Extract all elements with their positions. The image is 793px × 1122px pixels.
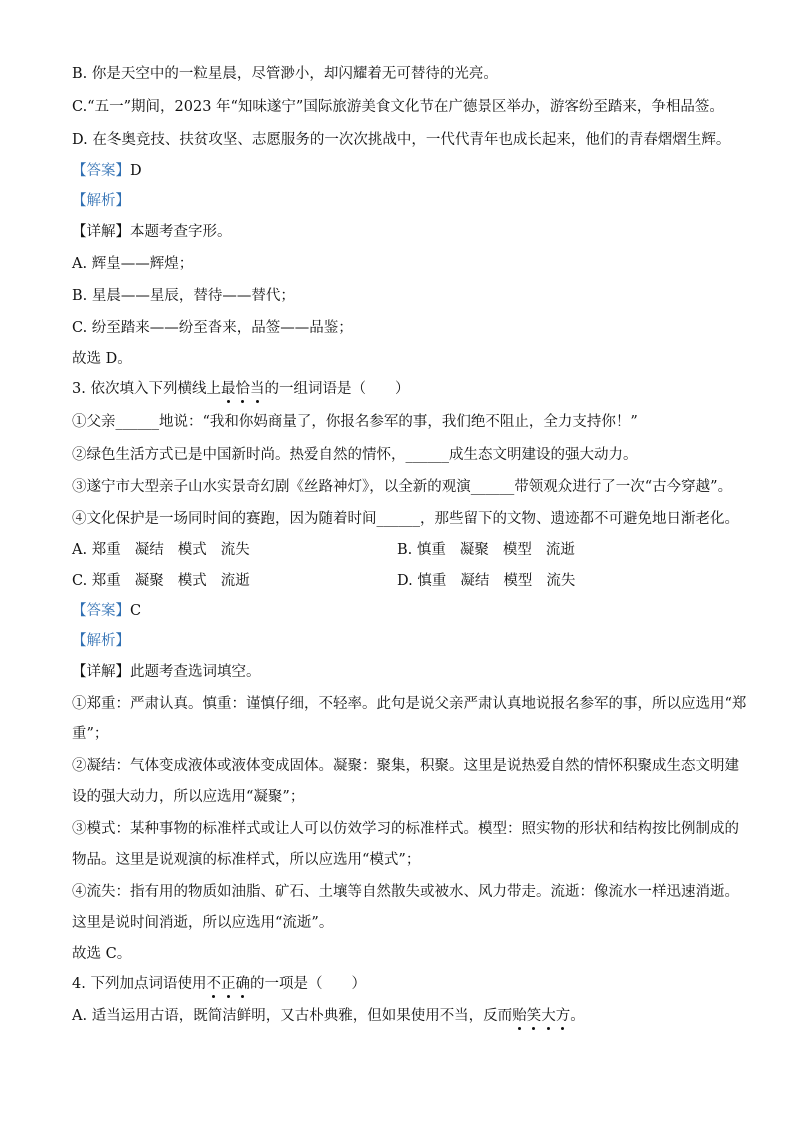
emphasis-dot-char: 恰 bbox=[235, 381, 250, 397]
q3-sentence-3: ③遂宁市大型亲子山水实景奇幻剧《丝路神灯》，以全新的观演______带领观众进行了一次“古今穿越”。 bbox=[72, 479, 733, 495]
q3-sentence-1: ①父亲______地说：“我和你妈商量了，你报名参军的事，我们绝不阻止，全力支持你！” bbox=[72, 414, 638, 430]
q4-option-a-dotted bbox=[512, 1008, 570, 1024]
emphasis-dot-char: 贻 bbox=[512, 1008, 527, 1024]
q2-answer bbox=[72, 161, 142, 181]
option-word: 流逝 bbox=[545, 542, 575, 558]
option-label: D. bbox=[397, 573, 413, 589]
option-word: 慎重 bbox=[416, 542, 446, 558]
q2-analysis-tag: 【解析】 bbox=[72, 193, 130, 209]
option-word: 模式 bbox=[177, 542, 207, 558]
option-word: 凝结 bbox=[134, 542, 164, 558]
option-word: 流失 bbox=[220, 542, 250, 558]
option-word: 郑重 bbox=[91, 542, 121, 558]
emphasis-dot-char: 笑 bbox=[526, 1008, 542, 1024]
q2-item-b: B. 星晨——星辰，替待——替代； bbox=[72, 288, 295, 304]
option-word: 慎重 bbox=[417, 573, 447, 589]
q3-sentence-2: ②绿色生活方式已是中国新时尚。热爱自然的情怀，______成生态文明建设的强大动力。 bbox=[72, 447, 638, 463]
q2-conclusion: 故选 D。 bbox=[72, 351, 132, 367]
answer-tag: 【答案】 bbox=[72, 163, 130, 179]
q4-stem-prefix: 4. 下列加点词语使用 bbox=[72, 976, 207, 992]
emphasis-dot-char: 确 bbox=[235, 976, 250, 992]
q3-explain-2: ②凝结：气体变成液体或液体变成固体。凝聚：聚集，积聚。这里是说热爱自然的情怀积聚成生态文明建 bbox=[72, 758, 739, 774]
q3-analysis-tag: 【解析】 bbox=[72, 633, 130, 649]
q3-explain-4: ④流失：指有用的物质如油脂、矿石、土壤等自然散失或被水、风力带走。流逝：像流水一样迅速消逝。 bbox=[72, 884, 739, 900]
option-label: C. bbox=[72, 573, 88, 589]
q4-stem-suffix: 的一项是（ ） bbox=[249, 976, 366, 992]
q3-option-c bbox=[72, 571, 250, 591]
q2-option-d: D. 在冬奥竞技、扶贫攻坚、志愿服务的一次次挑战中，一代代青年也成长起来，他们的青春熠熠生辉。 bbox=[72, 132, 731, 148]
option-word: 凝结 bbox=[460, 573, 490, 589]
q3-stem-suffix: 的一组词语是（ ） bbox=[264, 381, 410, 397]
answer-value: C bbox=[130, 603, 142, 619]
option-word: 流失 bbox=[546, 573, 576, 589]
q3-explain-3b: 物品。这里是说观演的标准样式，所以应选用“模式”； bbox=[72, 852, 421, 868]
q3-conclusion: 故选 C。 bbox=[72, 946, 132, 962]
option-word: 模式 bbox=[177, 573, 207, 589]
q2-option-c: C.“五一”期间，2023 年“知味遂宁”国际旅游美食文化节在广德景区举办，游客纷至踏来，争相品签。 bbox=[72, 99, 724, 115]
q3-explain-1: ①郑重：严肃认真。慎重：谨慎仔细，不轻率。此句是说父亲严肃认真地说报名参军的事，所以应选用“郑 bbox=[72, 696, 747, 712]
q3-option-d bbox=[397, 571, 575, 591]
option-word: 模型 bbox=[502, 542, 532, 558]
q3-explain-2b: 设的强大动力，所以应选用“凝聚”； bbox=[72, 789, 305, 805]
option-word: 凝聚 bbox=[134, 573, 164, 589]
q4-option-a-prefix: A. 适当运用古语，既简洁鲜明，又古朴典雅，但如果使用不当，反而 bbox=[72, 1008, 513, 1024]
q4-stem-dotted bbox=[206, 976, 250, 992]
q3-stem bbox=[72, 379, 409, 399]
emphasis-dot-char: 当 bbox=[249, 381, 265, 397]
q3-option-b bbox=[397, 540, 575, 560]
emphasis-dot-char: 大 bbox=[541, 1008, 556, 1024]
detail-text: 本题考查字形。 bbox=[130, 224, 232, 240]
q3-option-a bbox=[72, 540, 250, 560]
q4-option-a-suffix: 。 bbox=[570, 1008, 585, 1024]
q3-explain-3: ③模式：某种事物的标准样式或让人可以仿效学习的标准样式。模型：照实物的形状和结构按比例制成的 bbox=[72, 821, 739, 837]
option-label: A. bbox=[72, 542, 88, 558]
option-label: B. bbox=[397, 542, 413, 558]
option-word: 模型 bbox=[503, 573, 533, 589]
q3-stem-prefix: 3. 依次填入下列横线上 bbox=[72, 381, 221, 397]
q2-detail bbox=[72, 222, 232, 242]
option-word: 凝聚 bbox=[459, 542, 489, 558]
q3-detail bbox=[72, 662, 261, 682]
option-word: 流逝 bbox=[220, 573, 250, 589]
detail-tag: 【详解】 bbox=[72, 224, 130, 240]
q3-stem-dotted bbox=[221, 381, 265, 397]
q3-explain-4b: 这里是说时间消逝，所以应选用“流逝”。 bbox=[72, 915, 334, 931]
answer-value: D bbox=[130, 163, 142, 179]
q3-answer bbox=[72, 601, 141, 621]
q4-option-a bbox=[72, 1006, 585, 1026]
emphasis-dot-char: 方 bbox=[555, 1008, 571, 1024]
option-word: 郑重 bbox=[91, 573, 121, 589]
answer-tag: 【答案】 bbox=[72, 603, 130, 619]
emphasis-dot-char: 最 bbox=[220, 381, 236, 397]
q2-option-b: B. 你是天空中的一粒星晨，尽管渺小，却闪耀着无可替待的光亮。 bbox=[72, 66, 498, 82]
q2-item-c: C. 纷至踏来——纷至沓来，品签——品鉴； bbox=[72, 320, 353, 336]
q3-sentence-4: ④文化保护是一场同时间的赛跑，因为随着时间______，那些留下的文物、遗迹都不可避免地日渐老化。 bbox=[72, 511, 739, 527]
q3-explain-1b: 重”； bbox=[72, 726, 109, 742]
detail-tag: 【详解】 bbox=[72, 664, 130, 680]
q2-item-a: A. 辉皇——辉煌； bbox=[72, 256, 194, 272]
emphasis-dot-char: 不 bbox=[206, 976, 221, 992]
q4-stem bbox=[72, 974, 366, 994]
emphasis-dot-char: 正 bbox=[220, 976, 236, 992]
detail-text: 此题考查选词填空。 bbox=[130, 664, 261, 680]
